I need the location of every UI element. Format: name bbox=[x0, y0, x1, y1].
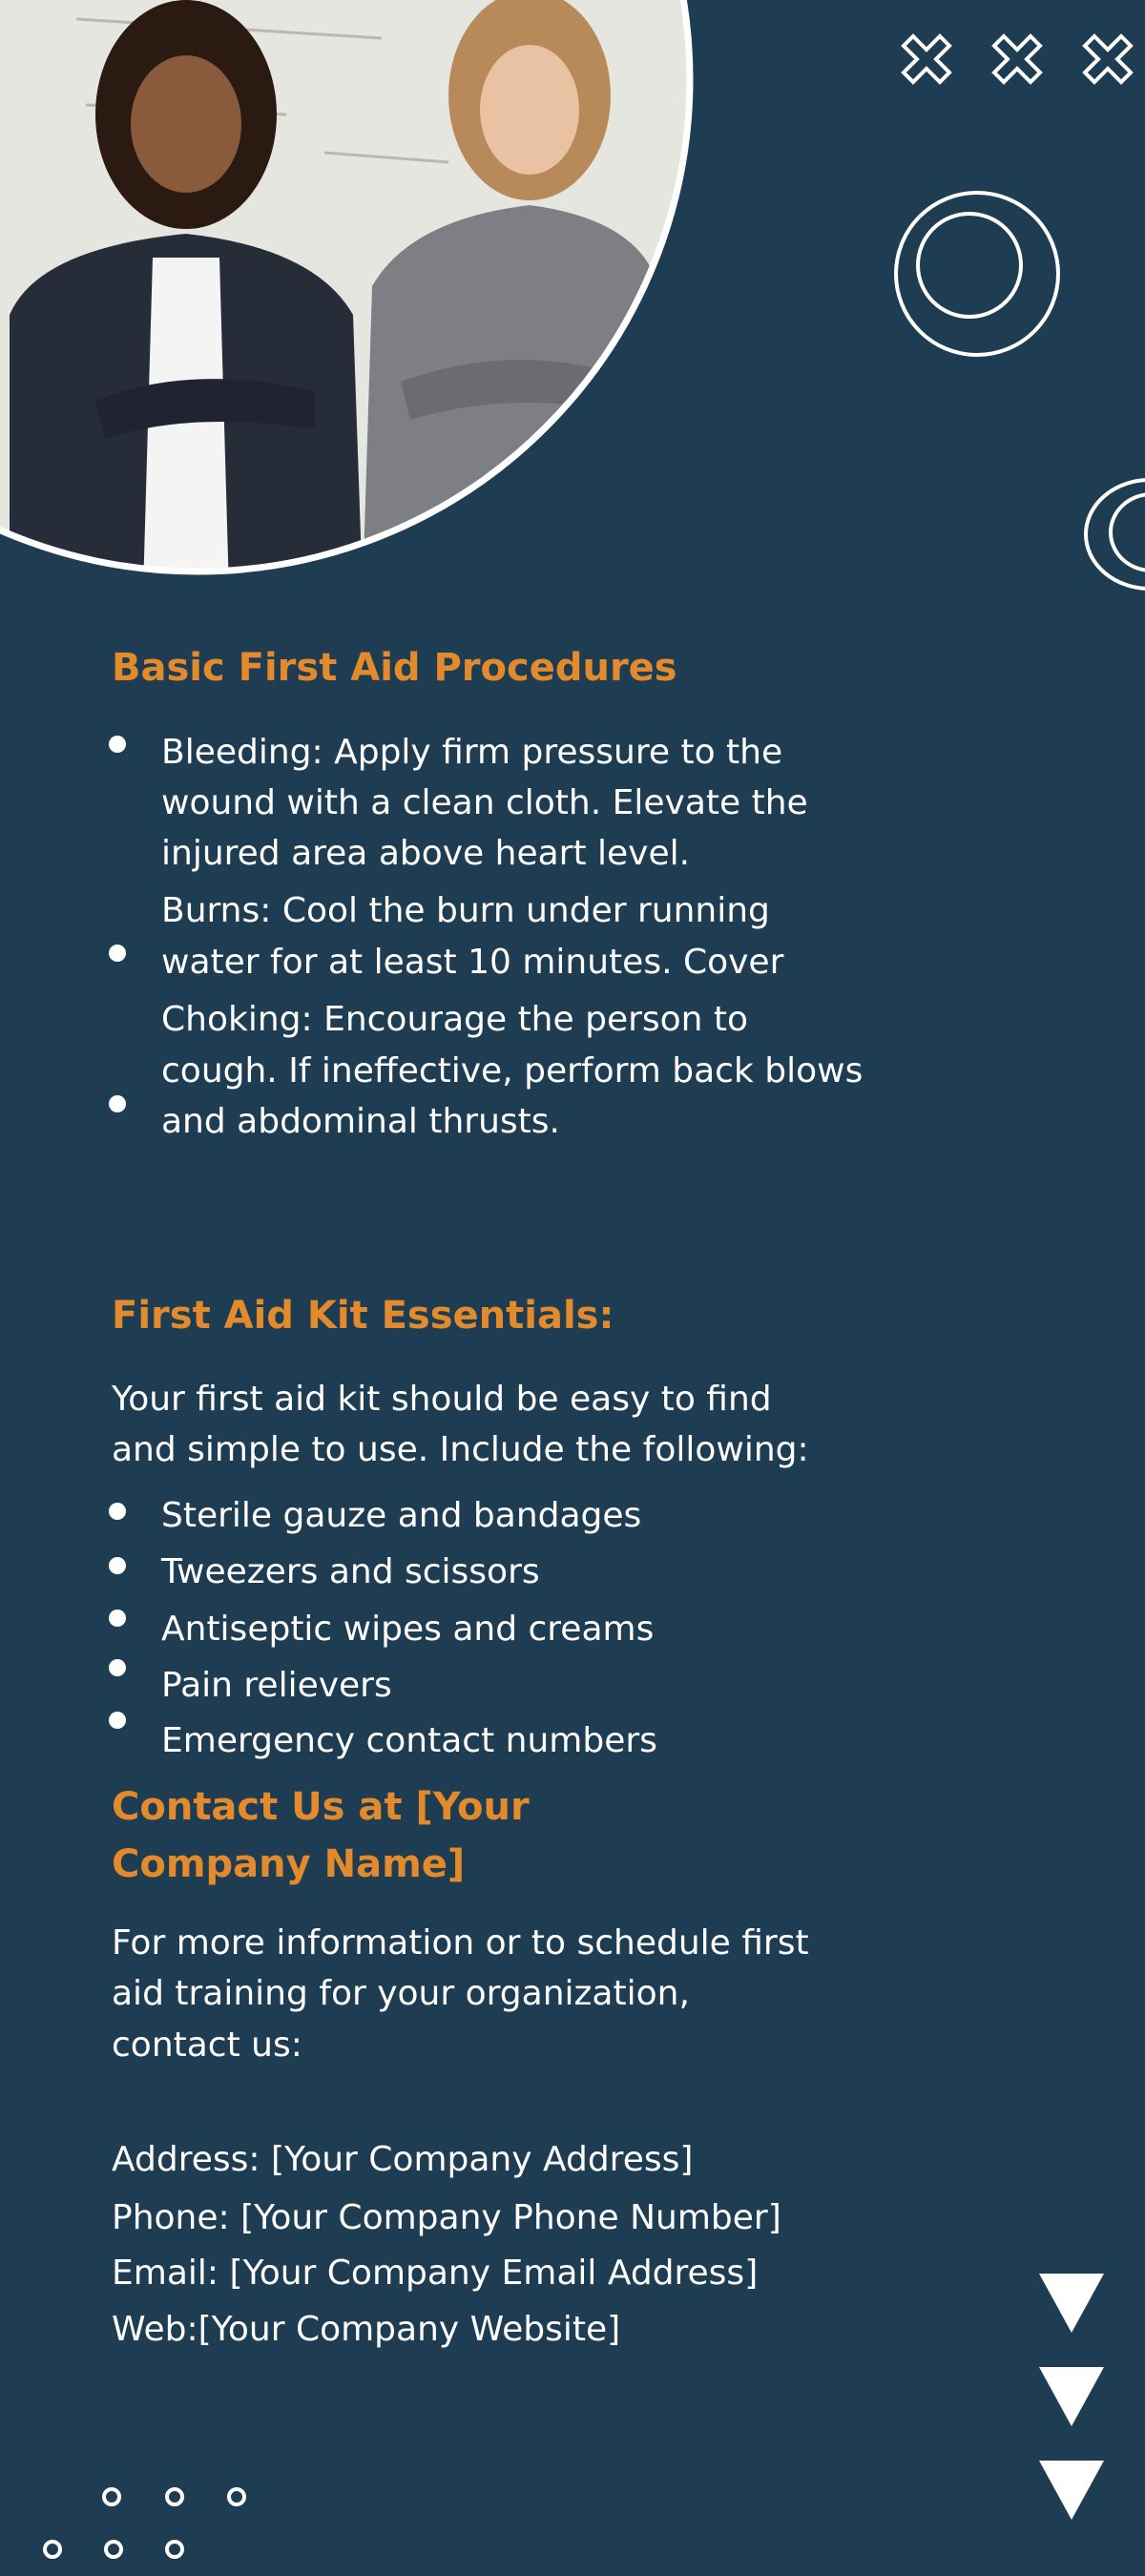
contact-intro: contact us: bbox=[112, 2025, 302, 2065]
procedure-text: wound with a clean cloth. Elevate the bbox=[161, 783, 808, 822]
small-circle-icon bbox=[165, 2540, 184, 2559]
two-women-photo bbox=[0, 0, 706, 592]
bullet-icon bbox=[109, 1503, 126, 1520]
kit-item: Emergency contact numbers bbox=[161, 1721, 657, 1760]
kit-intro: and simple to use. Include the following: bbox=[112, 1430, 809, 1469]
triangle-icon bbox=[1039, 2367, 1104, 2426]
kit-intro: Your first aid kit should be easy to find bbox=[112, 1380, 772, 1419]
procedure-text: Burns: Cool the burn under running bbox=[161, 891, 770, 930]
contact-intro: For more information or to schedule first bbox=[112, 1923, 809, 1963]
section-heading-kit: First Aid Kit Essentials: bbox=[112, 1294, 614, 1338]
small-circle-icon bbox=[102, 2487, 121, 2506]
kit-item: Pain relievers bbox=[161, 1666, 392, 1705]
procedure-text: injured area above heart level. bbox=[161, 834, 691, 873]
procedure-text: cough. If ineffective, perform back blows bbox=[161, 1051, 864, 1091]
kit-item: Antiseptic wipes and creams bbox=[161, 1610, 655, 1649]
small-circle-icon bbox=[43, 2540, 62, 2559]
bullet-icon bbox=[109, 1659, 126, 1676]
contact-address: Address: [Your Company Address] bbox=[112, 2140, 694, 2179]
triangle-icon bbox=[1039, 2274, 1104, 2333]
contact-intro: aid training for your organization, bbox=[112, 1974, 690, 2013]
bullet-icon bbox=[109, 736, 126, 753]
cross-icon bbox=[990, 32, 1044, 86]
bullet-icon bbox=[109, 945, 126, 962]
contact-email: Email: [Your Company Email Address] bbox=[112, 2254, 759, 2293]
contact-phone: Phone: [Your Company Phone Number] bbox=[112, 2198, 781, 2237]
bullet-icon bbox=[109, 1712, 126, 1729]
kit-item: Tweezers and scissors bbox=[161, 1552, 540, 1591]
bullet-icon bbox=[109, 1610, 126, 1627]
procedure-text: Bleeding: Apply firm pressure to the bbox=[161, 733, 783, 772]
bullet-icon bbox=[109, 1557, 126, 1574]
procedure-text: and abdominal thrusts. bbox=[161, 1102, 560, 1141]
small-circle-icon bbox=[227, 2487, 246, 2506]
section-heading-contact: Contact Us at [Your bbox=[112, 1785, 530, 1829]
small-circle-icon bbox=[104, 2540, 123, 2559]
cross-icon bbox=[1081, 32, 1135, 86]
procedure-text: Choking: Encourage the person to bbox=[161, 1000, 749, 1039]
procedure-text: water for at least 10 minutes. Cover bbox=[161, 943, 784, 982]
small-circle-icon bbox=[165, 2487, 184, 2506]
section-heading-procedures: Basic First Aid Procedures bbox=[112, 646, 677, 690]
partial-circle-outline-icon bbox=[1078, 472, 1145, 596]
bullet-icon bbox=[109, 1095, 126, 1112]
kit-item: Sterile gauze and bandages bbox=[161, 1496, 642, 1535]
circle-outline-icon bbox=[916, 212, 1023, 319]
section-heading-contact: Company Name] bbox=[112, 1842, 466, 1886]
cross-icon bbox=[900, 32, 953, 86]
hero-photo bbox=[0, 0, 706, 592]
triangle-icon bbox=[1039, 2461, 1104, 2520]
contact-web: Web:[Your Company Website] bbox=[112, 2310, 621, 2349]
